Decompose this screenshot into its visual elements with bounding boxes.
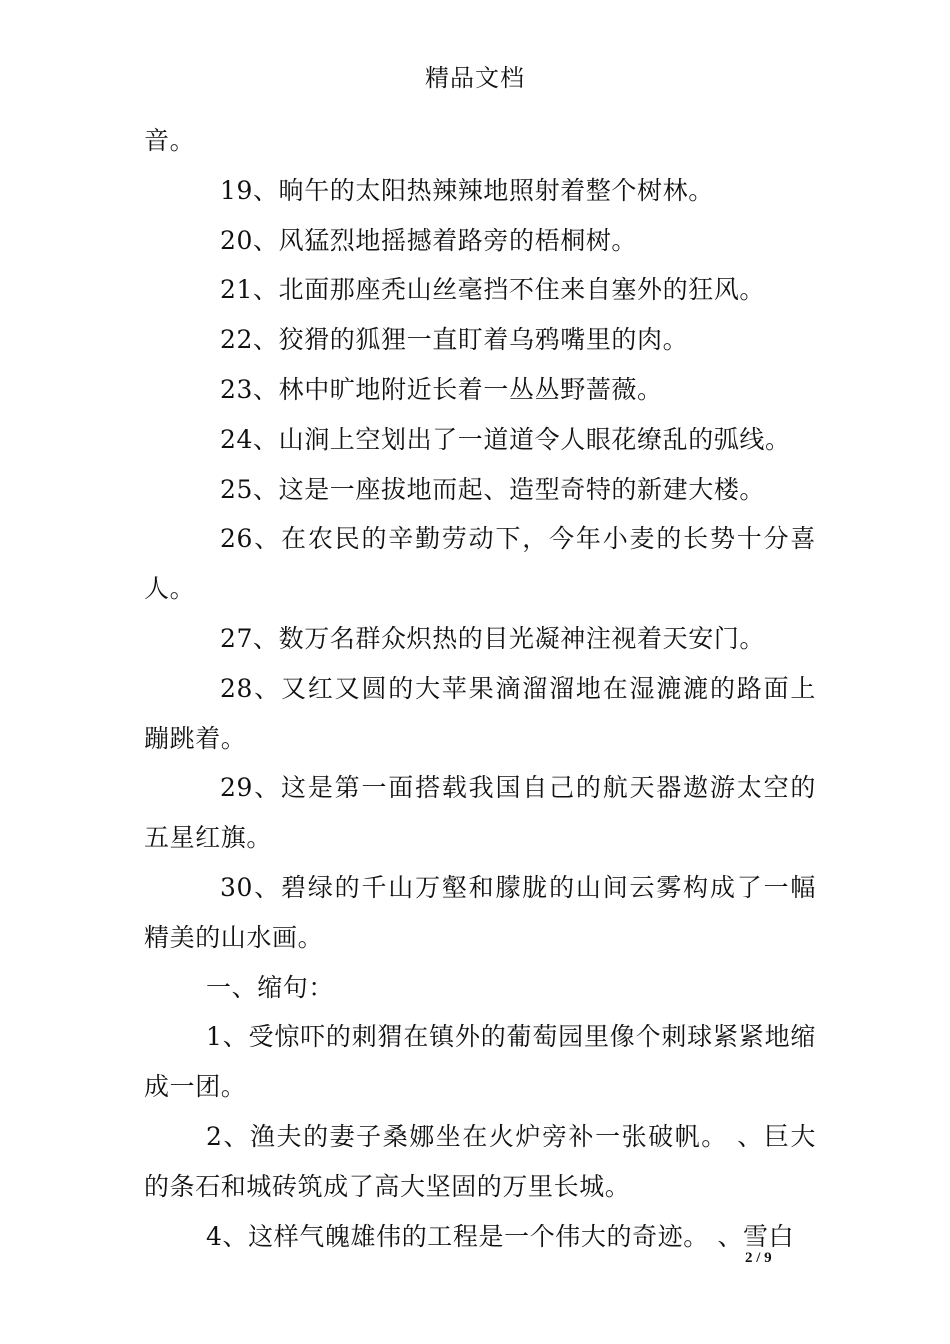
page-number: 2 / 9 [745,1250,772,1266]
sentence-20: 20、风猛烈地摇撼着路旁的梧桐树。 [220,225,638,255]
sentence-25: 25、这是一座拔地而起、造型奇特的新建大楼。 [220,474,766,504]
sentence-19: 19、晌午的太阳热辣辣地照射着整个树林。 [220,175,714,205]
exercise-2: 2、渔夫的妻子桑娜坐在火炉旁补一张破帆。 、巨大的条石和城砖筑成了高大坚固的万里长城。 [144,1121,816,1201]
sentence-26: 26、在农民的辛勤劳动下，今年小麦的长势十分喜人。 [144,524,816,604]
section-heading-condense: 一、缩句： [206,972,335,1002]
page-header-title: 精品文档 [425,64,525,92]
sentence-27: 27、数万名群众炽热的目光凝神注视着天安门。 [220,623,766,653]
document-body [144,116,816,1261]
paragraph-line: 音。 [144,126,196,155]
sentence-21: 21、北面那座秃山丝毫挡不住来自塞外的狂风。 [220,275,766,305]
sentence-24: 24、山涧上空划出了一道道令人眼花缭乱的弧线。 [220,424,791,454]
exercise-4: 4、这样气魄雄伟的工程是一个伟大的奇迹。 、雪白 [206,1221,795,1251]
sentence-30: 30、碧绿的千山万壑和朦胧的山间云雾构成了一幅精美的山水画。 [144,872,816,952]
sentence-28: 28、又红又圆的大苹果滴溜溜地在湿漉漉的路面上蹦跳着。 [144,673,816,753]
sentence-29: 29、这是第一面搭载我国自己的航天器遨游太空的五星红旗。 [144,773,816,853]
sentence-23: 23、林中旷地附近长着一丛丛野蔷薇。 [220,374,663,404]
sentence-22: 22、狡猾的狐狸一直盯着乌鸦嘴里的肉。 [220,325,689,355]
exercise-1: 1、受惊吓的刺猬在镇外的葡萄园里像个刺球紧紧地缩成一团。 [144,1022,816,1102]
